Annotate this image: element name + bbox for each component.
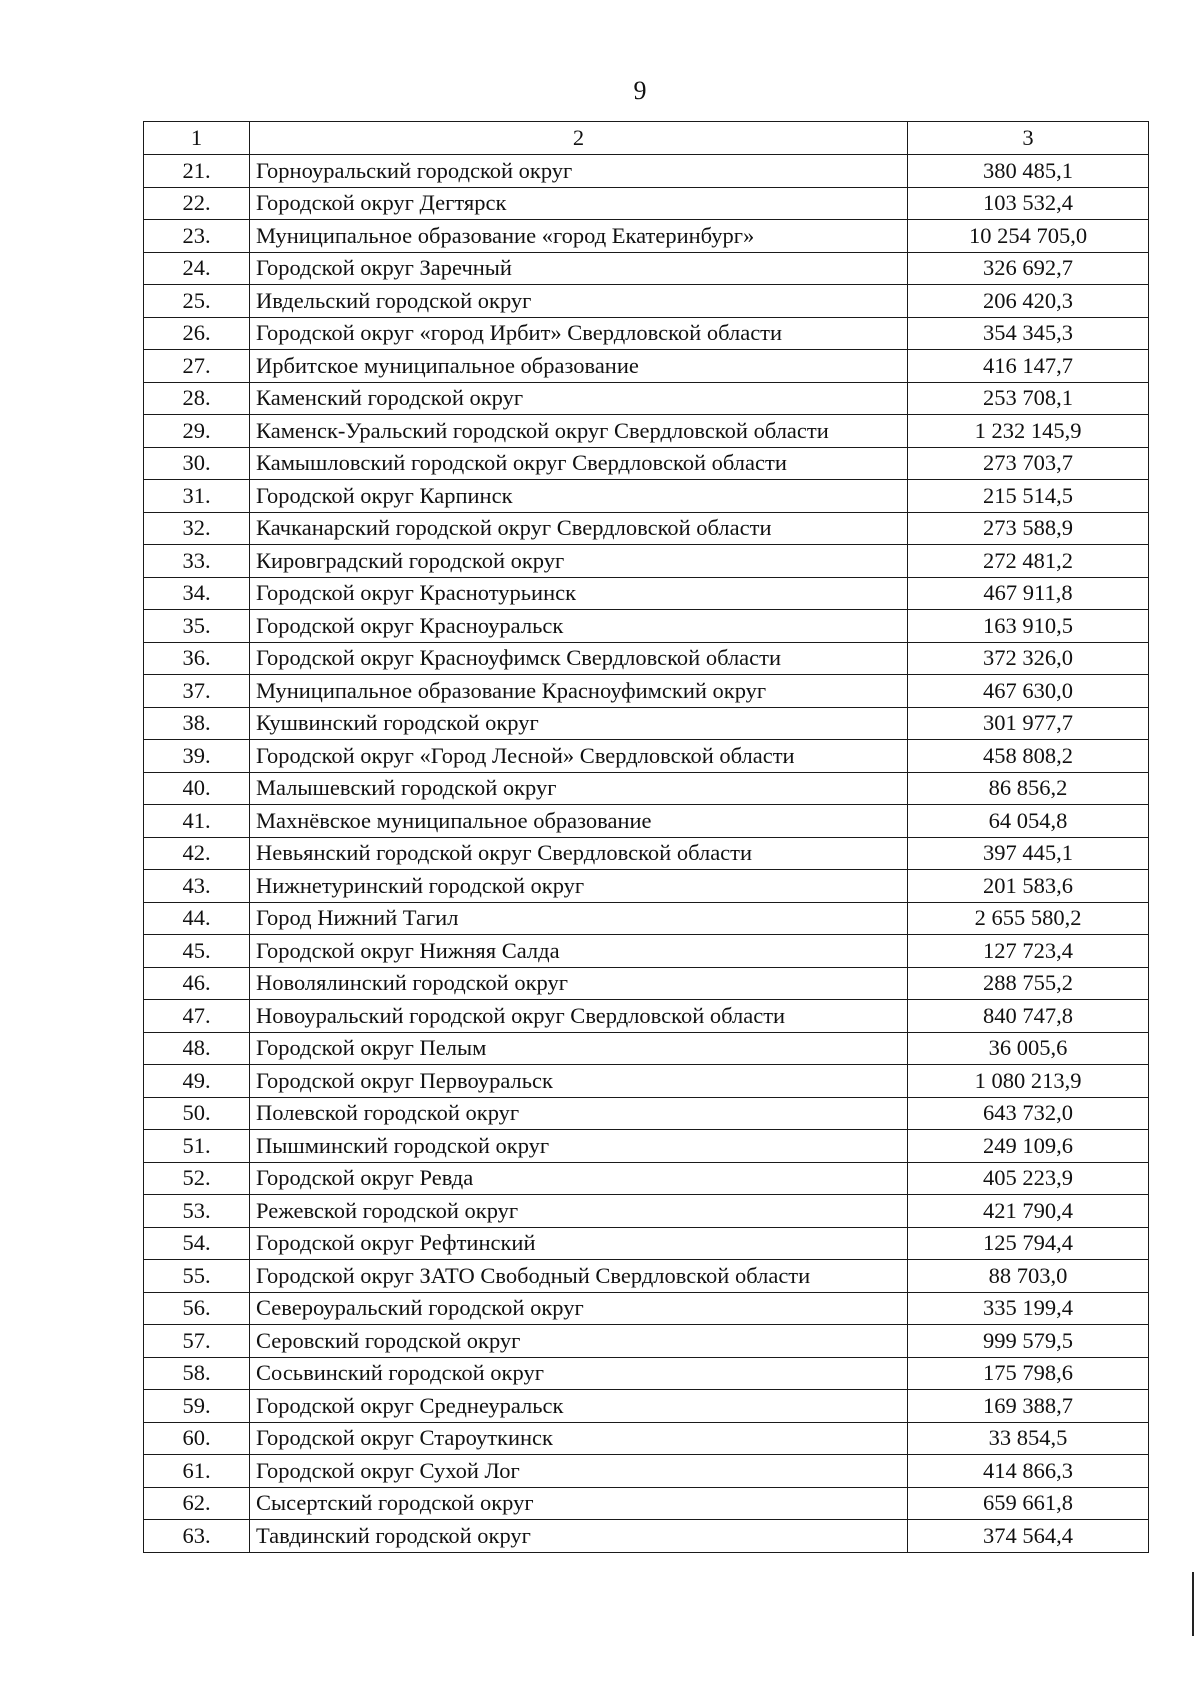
row-name-cell: Североуральский городской округ <box>250 1292 908 1325</box>
row-name-cell: Пышминский городской округ <box>250 1130 908 1163</box>
row-number-cell: 30. <box>144 447 250 480</box>
table-row <box>144 642 1149 675</box>
row-value-cell: 86 856,2 <box>908 772 1149 805</box>
row-value-cell: 354 345,3 <box>908 317 1149 350</box>
table-row <box>144 1487 1149 1520</box>
row-name-cell: Городской округ Первоуральск <box>250 1065 908 1098</box>
row-name-cell: Ирбитское муниципальное образование <box>250 350 908 383</box>
row-number-cell: 44. <box>144 902 250 935</box>
row-number-cell: 53. <box>144 1195 250 1228</box>
row-value-cell: 175 798,6 <box>908 1357 1149 1390</box>
row-value-cell: 414 866,3 <box>908 1455 1149 1488</box>
row-name-cell: Городской округ Нижняя Салда <box>250 935 908 968</box>
row-name-cell: Городской округ Пелым <box>250 1032 908 1065</box>
row-number-cell: 45. <box>144 935 250 968</box>
row-number-cell: 28. <box>144 382 250 415</box>
row-number-cell: 60. <box>144 1422 250 1455</box>
row-number-cell: 51. <box>144 1130 250 1163</box>
row-name-cell: Ивдельский городской округ <box>250 285 908 318</box>
column-header-number: 1 <box>144 122 250 155</box>
row-name-cell: Городской округ Карпинск <box>250 480 908 513</box>
row-number-cell: 31. <box>144 480 250 513</box>
row-number-cell: 33. <box>144 545 250 578</box>
row-number-cell: 63. <box>144 1520 250 1553</box>
table-row <box>144 1390 1149 1423</box>
table-row <box>144 1260 1149 1293</box>
table-row <box>144 1455 1149 1488</box>
row-name-cell: Городской округ Красноуральск <box>250 610 908 643</box>
row-value-cell: 36 005,6 <box>908 1032 1149 1065</box>
row-number-cell: 41. <box>144 805 250 838</box>
table-row <box>144 545 1149 578</box>
row-name-cell: Городской округ Заречный <box>250 252 908 285</box>
table-row <box>144 1000 1149 1033</box>
row-value-cell: 215 514,5 <box>908 480 1149 513</box>
table-row <box>144 187 1149 220</box>
row-name-cell: Муниципальное образование «город Екатеринбург» <box>250 220 908 253</box>
table-row <box>144 512 1149 545</box>
row-value-cell: 397 445,1 <box>908 837 1149 870</box>
row-value-cell: 103 532,4 <box>908 187 1149 220</box>
row-number-cell: 59. <box>144 1390 250 1423</box>
row-value-cell: 206 420,3 <box>908 285 1149 318</box>
row-value-cell: 163 910,5 <box>908 610 1149 643</box>
row-value-cell: 88 703,0 <box>908 1260 1149 1293</box>
table-row <box>144 707 1149 740</box>
row-number-cell: 37. <box>144 675 250 708</box>
row-value-cell: 1 080 213,9 <box>908 1065 1149 1098</box>
row-number-cell: 38. <box>144 707 250 740</box>
table-row <box>144 1520 1149 1553</box>
row-name-cell: Невьянский городской округ Свердловской области <box>250 837 908 870</box>
row-number-cell: 46. <box>144 967 250 1000</box>
row-number-cell: 52. <box>144 1162 250 1195</box>
row-number-cell: 23. <box>144 220 250 253</box>
table-row <box>144 382 1149 415</box>
row-value-cell: 467 911,8 <box>908 577 1149 610</box>
row-name-cell: Малышевский городской округ <box>250 772 908 805</box>
row-number-cell: 62. <box>144 1487 250 1520</box>
row-number-cell: 55. <box>144 1260 250 1293</box>
row-name-cell: Новолялинский городской округ <box>250 967 908 1000</box>
row-number-cell: 26. <box>144 317 250 350</box>
row-value-cell: 405 223,9 <box>908 1162 1149 1195</box>
row-name-cell: Сосьвинский городской округ <box>250 1357 908 1390</box>
row-value-cell: 416 147,7 <box>908 350 1149 383</box>
column-header-name: 2 <box>250 122 908 155</box>
table-row <box>144 1195 1149 1228</box>
row-value-cell: 374 564,4 <box>908 1520 1149 1553</box>
row-number-cell: 40. <box>144 772 250 805</box>
row-value-cell: 999 579,5 <box>908 1325 1149 1358</box>
row-name-cell: Режевской городской округ <box>250 1195 908 1228</box>
table-row <box>144 577 1149 610</box>
row-name-cell: Муниципальное образование Красноуфимский округ <box>250 675 908 708</box>
row-name-cell: Каменск-Уральский городской округ Свердловской области <box>250 415 908 448</box>
row-value-cell: 380 485,1 <box>908 155 1149 188</box>
table-row <box>144 1162 1149 1195</box>
row-value-cell: 288 755,2 <box>908 967 1149 1000</box>
row-value-cell: 335 199,4 <box>908 1292 1149 1325</box>
table-row <box>144 1065 1149 1098</box>
row-name-cell: Городской округ Красноуфимск Свердловской области <box>250 642 908 675</box>
row-value-cell: 125 794,4 <box>908 1227 1149 1260</box>
row-number-cell: 21. <box>144 155 250 188</box>
row-name-cell: Городской округ «Город Лесной» Свердловской области <box>250 740 908 773</box>
row-name-cell: Каменский городской округ <box>250 382 908 415</box>
table-row <box>144 1292 1149 1325</box>
row-name-cell: Камышловский городской округ Свердловской области <box>250 447 908 480</box>
table-row <box>144 1097 1149 1130</box>
table-row <box>144 1325 1149 1358</box>
row-value-cell: 127 723,4 <box>908 935 1149 968</box>
row-name-cell: Качканарский городской округ Свердловской области <box>250 512 908 545</box>
table-row <box>144 935 1149 968</box>
table-row <box>144 1130 1149 1163</box>
table-row <box>144 740 1149 773</box>
row-name-cell: Сысертский городской округ <box>250 1487 908 1520</box>
row-name-cell: Городской округ ЗАТО Свободный Свердловской области <box>250 1260 908 1293</box>
row-name-cell: Городской округ Староуткинск <box>250 1422 908 1455</box>
table-row <box>144 252 1149 285</box>
row-number-cell: 34. <box>144 577 250 610</box>
row-number-cell: 27. <box>144 350 250 383</box>
row-name-cell: Городской округ Дегтярск <box>250 187 908 220</box>
table-row <box>144 447 1149 480</box>
row-name-cell: Новоуральский городской округ Свердловской области <box>250 1000 908 1033</box>
table-row <box>144 772 1149 805</box>
row-name-cell: Кушвинский городской округ <box>250 707 908 740</box>
row-number-cell: 32. <box>144 512 250 545</box>
table-row <box>144 610 1149 643</box>
table-row <box>144 675 1149 708</box>
row-value-cell: 421 790,4 <box>908 1195 1149 1228</box>
row-number-cell: 47. <box>144 1000 250 1033</box>
row-name-cell: Городской округ «город Ирбит» Свердловской области <box>250 317 908 350</box>
row-number-cell: 57. <box>144 1325 250 1358</box>
row-value-cell: 249 109,6 <box>908 1130 1149 1163</box>
row-value-cell: 458 808,2 <box>908 740 1149 773</box>
table-row <box>144 1032 1149 1065</box>
row-number-cell: 56. <box>144 1292 250 1325</box>
row-name-cell: Горноуральский городской округ <box>250 155 908 188</box>
row-name-cell: Город Нижний Тагил <box>250 902 908 935</box>
table-row <box>144 415 1149 448</box>
row-name-cell: Полевской городской округ <box>250 1097 908 1130</box>
row-number-cell: 42. <box>144 837 250 870</box>
row-number-cell: 43. <box>144 870 250 903</box>
row-value-cell: 272 481,2 <box>908 545 1149 578</box>
table-row <box>144 837 1149 870</box>
row-number-cell: 49. <box>144 1065 250 1098</box>
table-row <box>144 805 1149 838</box>
row-name-cell: Кировградский городской округ <box>250 545 908 578</box>
table-row <box>144 480 1149 513</box>
table-row <box>144 350 1149 383</box>
table-row <box>144 155 1149 188</box>
row-value-cell: 273 588,9 <box>908 512 1149 545</box>
row-name-cell: Махнёвское муниципальное образование <box>250 805 908 838</box>
row-number-cell: 36. <box>144 642 250 675</box>
row-value-cell: 64 054,8 <box>908 805 1149 838</box>
row-number-cell: 35. <box>144 610 250 643</box>
row-number-cell: 29. <box>144 415 250 448</box>
table-row <box>144 285 1149 318</box>
page-number: 9 <box>633 76 647 105</box>
row-number-cell: 54. <box>144 1227 250 1260</box>
row-value-cell: 301 977,7 <box>908 707 1149 740</box>
row-name-cell: Городской округ Сухой Лог <box>250 1455 908 1488</box>
data-table <box>143 121 1149 1553</box>
row-name-cell: Тавдинский городской округ <box>250 1520 908 1553</box>
table-row <box>144 1227 1149 1260</box>
row-number-cell: 48. <box>144 1032 250 1065</box>
row-value-cell: 273 703,7 <box>908 447 1149 480</box>
row-value-cell: 659 661,8 <box>908 1487 1149 1520</box>
row-value-cell: 467 630,0 <box>908 675 1149 708</box>
table-row <box>144 220 1149 253</box>
row-number-cell: 24. <box>144 252 250 285</box>
row-number-cell: 25. <box>144 285 250 318</box>
row-number-cell: 39. <box>144 740 250 773</box>
row-number-cell: 61. <box>144 1455 250 1488</box>
column-header-value: 3 <box>908 122 1149 155</box>
row-value-cell: 169 388,7 <box>908 1390 1149 1423</box>
row-name-cell: Городской округ Среднеуральск <box>250 1390 908 1423</box>
table-row <box>144 1357 1149 1390</box>
row-name-cell: Нижнетуринский городской округ <box>250 870 908 903</box>
row-name-cell: Городской округ Краснотурьинск <box>250 577 908 610</box>
row-name-cell: Городской округ Ревда <box>250 1162 908 1195</box>
table-row <box>144 902 1149 935</box>
row-value-cell: 2 655 580,2 <box>908 902 1149 935</box>
row-value-cell: 326 692,7 <box>908 252 1149 285</box>
row-value-cell: 643 732,0 <box>908 1097 1149 1130</box>
row-name-cell: Городской округ Рефтинский <box>250 1227 908 1260</box>
row-value-cell: 253 708,1 <box>908 382 1149 415</box>
row-value-cell: 10 254 705,0 <box>908 220 1149 253</box>
row-value-cell: 840 747,8 <box>908 1000 1149 1033</box>
row-number-cell: 50. <box>144 1097 250 1130</box>
row-number-cell: 22. <box>144 187 250 220</box>
margin-mark <box>1192 1572 1194 1636</box>
row-name-cell: Серовский городской округ <box>250 1325 908 1358</box>
table-row <box>144 317 1149 350</box>
row-value-cell: 372 326,0 <box>908 642 1149 675</box>
table-row <box>144 1422 1149 1455</box>
table-row <box>144 870 1149 903</box>
row-value-cell: 33 854,5 <box>908 1422 1149 1455</box>
row-value-cell: 1 232 145,9 <box>908 415 1149 448</box>
table-body <box>144 122 1149 1553</box>
table-row <box>144 967 1149 1000</box>
row-number-cell: 58. <box>144 1357 250 1390</box>
row-value-cell: 201 583,6 <box>908 870 1149 903</box>
table-header-row <box>144 122 1149 155</box>
